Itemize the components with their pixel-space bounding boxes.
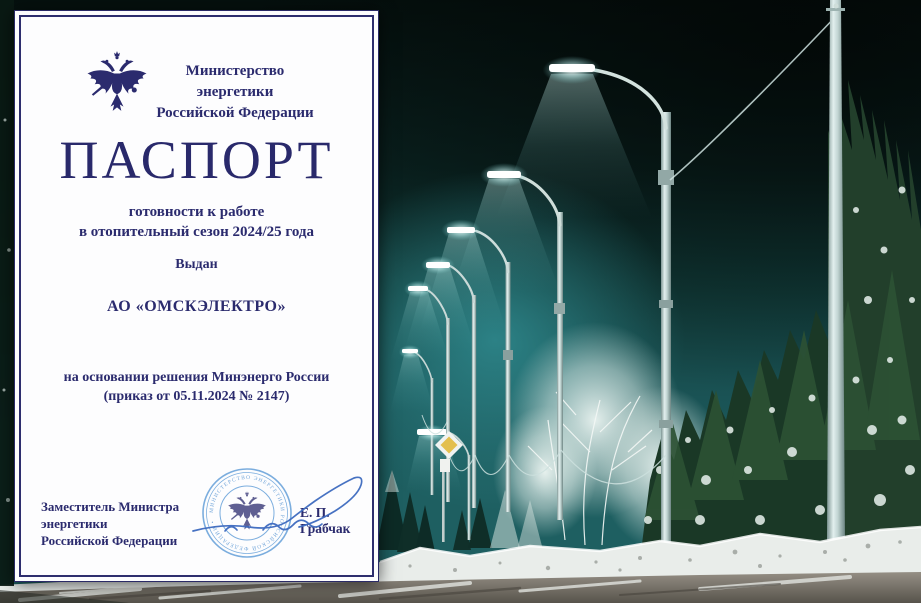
stamp-ring-text: МИНИСТЕРСТВО ЭНЕРГЕТИКИ РОССИЙСКОЙ ФЕДЕРАЦИИ • xyxy=(208,474,286,552)
left-edge-trees xyxy=(0,0,14,586)
recipient-name: АО «ОМСКЭЛЕКТРО» xyxy=(107,298,286,315)
signer-title-line1: Заместитель Министра энергетики xyxy=(41,499,180,531)
official-stamp xyxy=(203,469,291,557)
certificate-document xyxy=(14,10,379,582)
subtitle-line2: в отопительный сезон 2024/25 года xyxy=(78,224,315,240)
basis-text xyxy=(15,368,378,406)
stamp-and-signature xyxy=(165,451,377,579)
russia-coat-of-arms-icon xyxy=(81,47,153,123)
signature xyxy=(193,477,362,531)
basis-line1: на основании решения Минэнерго России xyxy=(63,370,330,385)
subtitle-line1: готовности к работе xyxy=(128,204,265,220)
basis-line2: (приказ от 05.11.2024 № 2147) xyxy=(103,389,290,404)
ministry-line2: Российской Федерации xyxy=(156,105,314,121)
ministry-name xyxy=(149,61,321,124)
document-subtitle xyxy=(15,202,378,242)
issued-label: Выдан xyxy=(175,257,218,272)
stamp-eagle-icon xyxy=(228,491,266,529)
ministry-line1: Министерство энергетики xyxy=(185,63,285,100)
signer-title-line2: Российской Федерации xyxy=(41,533,178,548)
signer-name: Е. П. Грабчак xyxy=(300,505,351,536)
document-title: ПАСПОРТ xyxy=(59,130,334,190)
